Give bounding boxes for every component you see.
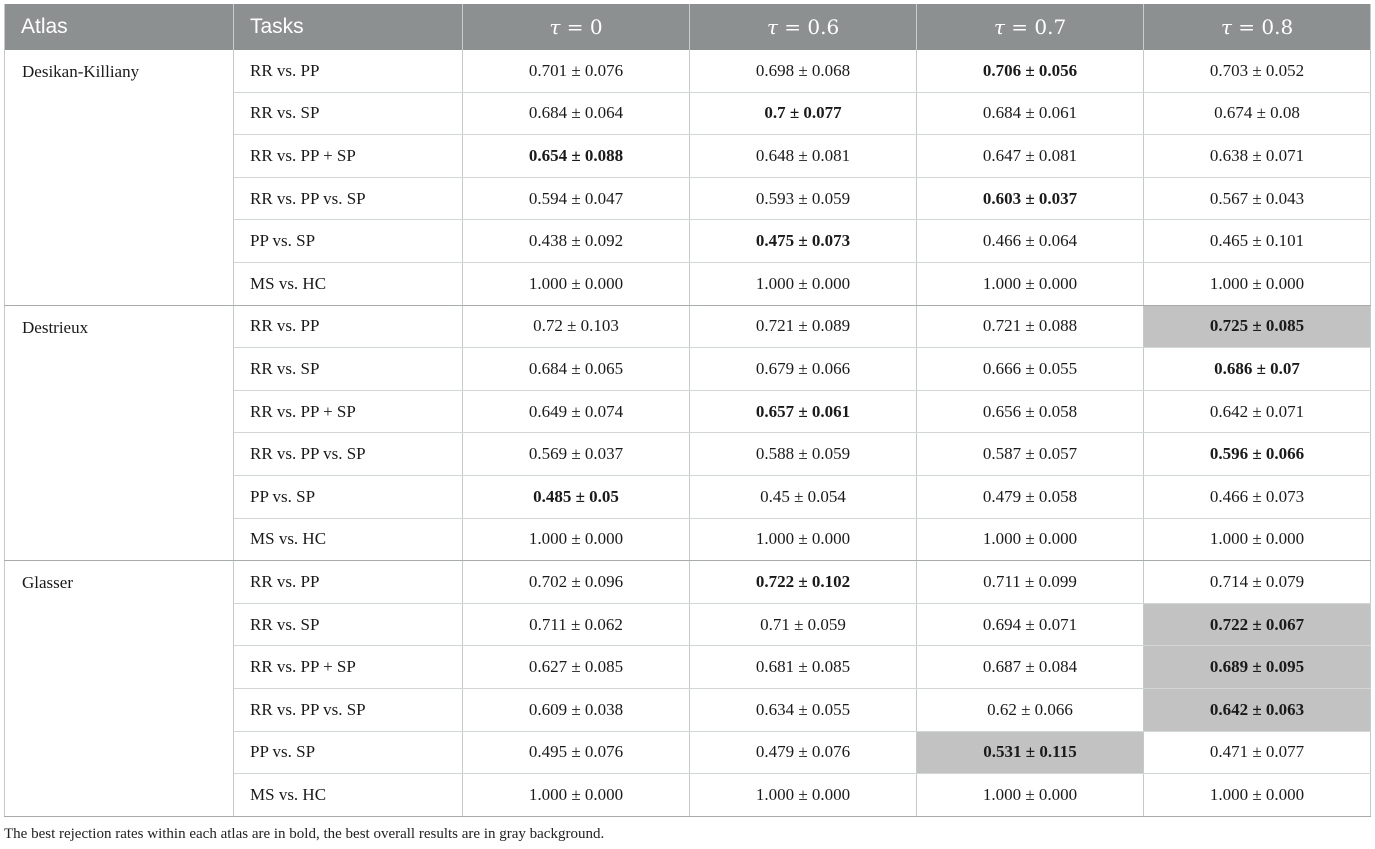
value-cell: 0.531 ± 0.115	[917, 731, 1144, 774]
value-cell: 0.686 ± 0.07	[1144, 348, 1371, 391]
value-cell: 0.638 ± 0.071	[1144, 135, 1371, 178]
results-table-container	[4, 4, 1370, 817]
task-cell: RR vs. PP vs. SP	[234, 433, 463, 476]
value-cell: 1.000 ± 0.000	[917, 774, 1144, 817]
value-cell: 0.711 ± 0.062	[463, 603, 690, 646]
table-header	[5, 4, 1371, 50]
atlas-name-cell: Glasser	[5, 561, 234, 817]
value-cell: 0.7 ± 0.077	[690, 92, 917, 135]
value-cell: 0.681 ± 0.085	[690, 646, 917, 689]
task-cell: RR vs. PP + SP	[234, 646, 463, 689]
task-cell: RR vs. PP + SP	[234, 390, 463, 433]
value-cell: 1.000 ± 0.000	[690, 518, 917, 561]
value-cell: 0.694 ± 0.071	[917, 603, 1144, 646]
value-cell: 0.654 ± 0.088	[463, 135, 690, 178]
value-cell: 1.000 ± 0.000	[1144, 774, 1371, 817]
value-cell: 0.657 ± 0.061	[690, 390, 917, 433]
tau-value: = 0.7	[1011, 15, 1067, 39]
value-cell: 1.000 ± 0.000	[463, 518, 690, 561]
tau-symbol: τ	[1220, 15, 1232, 39]
value-cell: 0.689 ± 0.095	[1144, 646, 1371, 689]
value-cell: 1.000 ± 0.000	[1144, 262, 1371, 305]
value-cell: 0.684 ± 0.065	[463, 348, 690, 391]
task-cell: RR vs. PP vs. SP	[234, 688, 463, 731]
value-cell: 0.596 ± 0.066	[1144, 433, 1371, 476]
value-cell: 0.485 ± 0.05	[463, 475, 690, 518]
value-cell: 0.725 ± 0.085	[1144, 305, 1371, 348]
value-cell: 0.45 ± 0.054	[690, 475, 917, 518]
value-cell: 1.000 ± 0.000	[1144, 518, 1371, 561]
table-row	[5, 561, 1371, 604]
task-cell: MS vs. HC	[234, 774, 463, 817]
value-cell: 0.609 ± 0.038	[463, 688, 690, 731]
value-cell: 1.000 ± 0.000	[917, 518, 1144, 561]
value-cell: 0.438 ± 0.092	[463, 220, 690, 263]
value-cell: 0.722 ± 0.102	[690, 561, 917, 604]
task-cell: RR vs. SP	[234, 603, 463, 646]
task-cell: RR vs. PP	[234, 561, 463, 604]
value-cell: 0.594 ± 0.047	[463, 177, 690, 220]
value-cell: 0.466 ± 0.064	[917, 220, 1144, 263]
value-cell: 0.674 ± 0.08	[1144, 92, 1371, 135]
value-cell: 0.684 ± 0.061	[917, 92, 1144, 135]
value-cell: 0.711 ± 0.099	[917, 561, 1144, 604]
header-tau-0-7	[917, 4, 1144, 50]
value-cell: 0.71 ± 0.059	[690, 603, 917, 646]
value-cell: 0.698 ± 0.068	[690, 50, 917, 92]
tau-value: = 0.6	[784, 15, 840, 39]
value-cell: 0.721 ± 0.088	[917, 305, 1144, 348]
value-cell: 0.649 ± 0.074	[463, 390, 690, 433]
value-cell: 0.722 ± 0.067	[1144, 603, 1371, 646]
atlas-name-cell: Destrieux	[5, 305, 234, 561]
table-row	[5, 305, 1371, 348]
value-cell: 0.471 ± 0.077	[1144, 731, 1371, 774]
value-cell: 0.706 ± 0.056	[917, 50, 1144, 92]
value-cell: 0.721 ± 0.089	[690, 305, 917, 348]
value-cell: 0.479 ± 0.058	[917, 475, 1144, 518]
value-cell: 0.479 ± 0.076	[690, 731, 917, 774]
value-cell: 0.495 ± 0.076	[463, 731, 690, 774]
task-cell: MS vs. HC	[234, 518, 463, 561]
value-cell: 0.702 ± 0.096	[463, 561, 690, 604]
value-cell: 0.567 ± 0.043	[1144, 177, 1371, 220]
value-cell: 0.656 ± 0.058	[917, 390, 1144, 433]
tau-symbol: τ	[993, 15, 1005, 39]
value-cell: 0.465 ± 0.101	[1144, 220, 1371, 263]
task-cell: RR vs. PP vs. SP	[234, 177, 463, 220]
results-table	[4, 4, 1371, 817]
header-tau-0	[463, 4, 690, 50]
table-footnote: The best rejection rates within each atlas are in bold, the best overall results are in gray background.	[4, 826, 605, 842]
value-cell: 0.587 ± 0.057	[917, 433, 1144, 476]
value-cell: 0.62 ± 0.066	[917, 688, 1144, 731]
value-cell: 0.648 ± 0.081	[690, 135, 917, 178]
value-cell: 0.642 ± 0.071	[1144, 390, 1371, 433]
value-cell: 0.588 ± 0.059	[690, 433, 917, 476]
value-cell: 1.000 ± 0.000	[690, 262, 917, 305]
atlas-name-cell: Desikan-Killiany	[5, 50, 234, 305]
value-cell: 1.000 ± 0.000	[463, 774, 690, 817]
value-cell: 0.569 ± 0.037	[463, 433, 690, 476]
value-cell: 0.466 ± 0.073	[1144, 475, 1371, 518]
header-row	[5, 4, 1371, 50]
task-cell: PP vs. SP	[234, 220, 463, 263]
task-cell: RR vs. PP + SP	[234, 135, 463, 178]
header-tasks: Tasks	[234, 4, 463, 50]
value-cell: 0.701 ± 0.076	[463, 50, 690, 92]
header-tau-0-6	[690, 4, 917, 50]
value-cell: 0.684 ± 0.064	[463, 92, 690, 135]
task-cell: RR vs. PP	[234, 50, 463, 92]
value-cell: 0.72 ± 0.103	[463, 305, 690, 348]
value-cell: 0.634 ± 0.055	[690, 688, 917, 731]
value-cell: 1.000 ± 0.000	[463, 262, 690, 305]
task-cell: RR vs. SP	[234, 348, 463, 391]
table-row	[5, 50, 1371, 92]
task-cell: RR vs. SP	[234, 92, 463, 135]
value-cell: 0.703 ± 0.052	[1144, 50, 1371, 92]
tau-value: = 0	[566, 15, 603, 39]
value-cell: 0.679 ± 0.066	[690, 348, 917, 391]
value-cell: 0.666 ± 0.055	[917, 348, 1144, 391]
value-cell: 0.687 ± 0.084	[917, 646, 1144, 689]
value-cell: 0.593 ± 0.059	[690, 177, 917, 220]
value-cell: 0.627 ± 0.085	[463, 646, 690, 689]
tau-symbol: τ	[549, 15, 561, 39]
task-cell: PP vs. SP	[234, 731, 463, 774]
value-cell: 1.000 ± 0.000	[690, 774, 917, 817]
value-cell: 0.603 ± 0.037	[917, 177, 1144, 220]
tau-symbol: τ	[766, 15, 778, 39]
task-cell: MS vs. HC	[234, 262, 463, 305]
value-cell: 0.647 ± 0.081	[917, 135, 1144, 178]
header-tau-0-8	[1144, 4, 1371, 50]
table-body	[5, 50, 1371, 816]
value-cell: 0.642 ± 0.063	[1144, 688, 1371, 731]
task-cell: PP vs. SP	[234, 475, 463, 518]
value-cell: 0.475 ± 0.073	[690, 220, 917, 263]
value-cell: 1.000 ± 0.000	[917, 262, 1144, 305]
header-atlas: Atlas	[5, 4, 234, 50]
tau-value: = 0.8	[1238, 15, 1294, 39]
value-cell: 0.714 ± 0.079	[1144, 561, 1371, 604]
task-cell: RR vs. PP	[234, 305, 463, 348]
